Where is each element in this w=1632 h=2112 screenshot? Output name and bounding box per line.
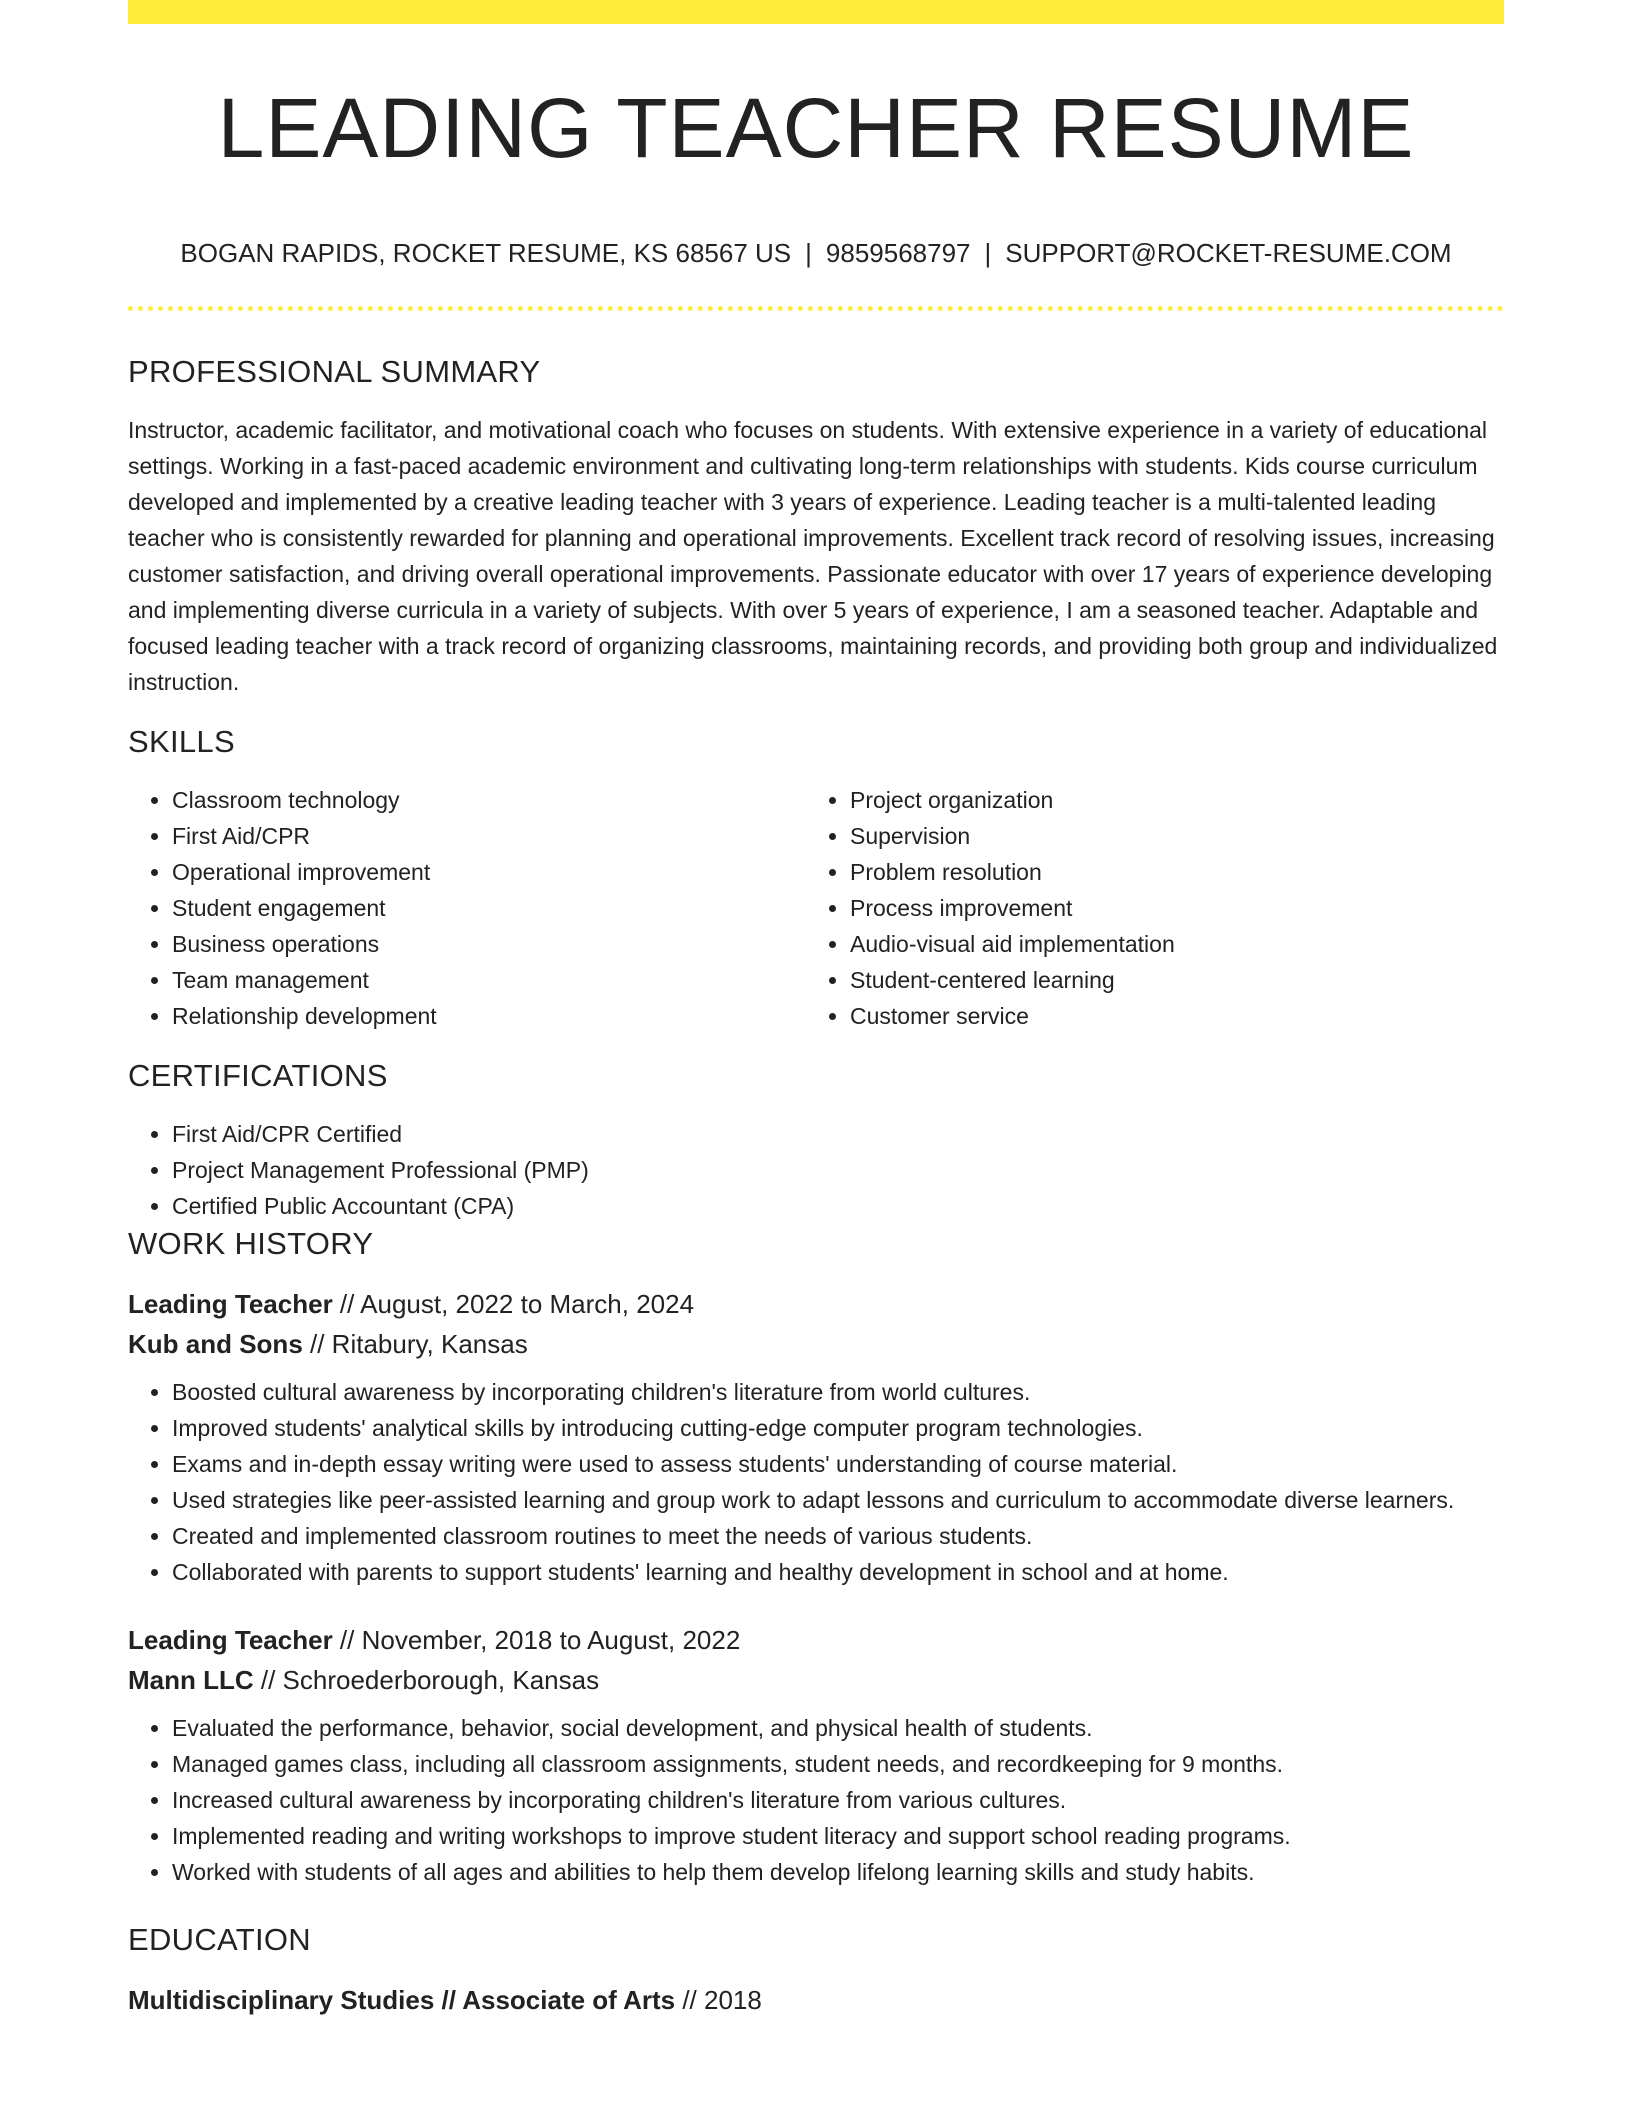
section-title-certifications: CERTIFICATIONS <box>128 1058 388 1093</box>
skills-column-left <box>128 782 806 1034</box>
education-section <box>128 1920 1504 2020</box>
contact-line <box>128 236 1504 270</box>
resume-body <box>128 352 1504 2020</box>
certifications-list <box>128 1116 1504 1224</box>
skill-item: • Problem resolution <box>850 854 1484 890</box>
skill-item: • Operational improvement <box>172 854 806 890</box>
certification-item: • First Aid/CPR Certified <box>172 1116 1504 1152</box>
job-bullets <box>128 1710 1504 1890</box>
job-role-line <box>128 1284 1504 1324</box>
job-bullet: • Managed games class, including all classroom assignments, student needs, and recordkeeping for 9 months. <box>172 1746 1504 1782</box>
skill-item: • Business operations <box>172 926 806 962</box>
certifications-section <box>128 1056 1504 1224</box>
job-bullets <box>128 1374 1504 1590</box>
certification-item: • Project Management Professional (PMP) <box>172 1152 1504 1188</box>
job-company-line <box>128 1324 1504 1364</box>
job-bullet: • Increased cultural awareness by incorporating children's literature from various cultures. <box>172 1782 1504 1818</box>
job-bullet: • Evaluated the performance, behavior, social development, and physical health of students. <box>172 1710 1504 1746</box>
resume-title: LEADING TEACHER RESUME <box>217 81 1415 175</box>
job-bullet: • Implemented reading and writing workshops to improve student literacy and support school reading programs. <box>172 1818 1504 1854</box>
job-location: // Ritabury, Kansas <box>302 1329 528 1359</box>
skills-column-right <box>806 782 1484 1034</box>
job-role-line <box>128 1620 1504 1660</box>
contact-address: BOGAN RAPIDS, ROCKET RESUME, KS 68567 US <box>180 238 792 268</box>
job-bullet: • Exams and in-depth essay writing were used to assess students' understanding of course material. <box>172 1446 1504 1482</box>
work-history-section <box>128 1224 1504 1890</box>
skill-item: • Project organization <box>850 782 1484 818</box>
skill-item: • Customer service <box>850 998 1484 1034</box>
job-bullet: • Created and implemented classroom routines to meet the needs of various students. <box>172 1518 1504 1554</box>
contact-phone[interactable]: 9859568797 <box>825 238 971 268</box>
job-dates: // August, 2022 to March, 2024 <box>332 1289 695 1319</box>
accent-bar <box>128 0 1504 24</box>
contact-separator: | <box>984 238 992 268</box>
job-bullet: • Worked with students of all ages and abilities to help them develop lifelong learning skills and study habits. <box>172 1854 1504 1890</box>
education-line <box>128 1980 1504 2020</box>
job-bullet: • Collaborated with parents to support students' learning and healthy development in school and at home. <box>172 1554 1504 1590</box>
skills-section <box>128 722 1504 1034</box>
job-company-line <box>128 1660 1504 1700</box>
section-title-work-history: WORK HISTORY <box>128 1226 374 1261</box>
job-entry <box>128 1620 1504 1890</box>
education-field: Multidisciplinary Studies <box>128 1985 435 2015</box>
section-title-education: EDUCATION <box>128 1922 311 1957</box>
section-title-summary: PROFESSIONAL SUMMARY <box>128 354 541 389</box>
skill-item: • First Aid/CPR <box>172 818 806 854</box>
skill-item: • Team management <box>172 962 806 998</box>
job-role: Leading Teacher <box>128 1625 333 1655</box>
skill-item: • Student-centered learning <box>850 962 1484 998</box>
education-degree: Associate of Arts <box>462 1985 676 2015</box>
section-title-skills: SKILLS <box>128 724 235 759</box>
job-entry <box>128 1284 1504 1590</box>
job-company: Mann LLC <box>128 1665 254 1695</box>
skills-columns <box>128 782 1504 1034</box>
skill-item: • Relationship development <box>172 998 806 1034</box>
summary-section <box>128 352 1504 700</box>
education-year: // 2018 <box>675 1985 762 2015</box>
job-bullet: • Used strategies like peer-assisted learning and group work to adapt lessons and curriculum to accommodate diverse learners. <box>172 1482 1504 1518</box>
skill-item: • Student engagement <box>172 890 806 926</box>
job-bullet: • Boosted cultural awareness by incorporating children's literature from world cultures. <box>172 1374 1504 1410</box>
contact-email[interactable]: SUPPORT@ROCKET-RESUME.COM <box>1005 238 1452 268</box>
job-bullet: • Improved students' analytical skills by introducing cutting-edge computer program technologies. <box>172 1410 1504 1446</box>
job-dates: // November, 2018 to August, 2022 <box>332 1625 741 1655</box>
contact-separator: | <box>805 238 812 268</box>
job-location: // Schroederborough, Kansas <box>253 1665 600 1695</box>
job-company: Kub and Sons <box>128 1329 303 1359</box>
summary-text: Instructor, academic facilitator, and motivational coach who focuses on students. With extensive experience in a variety of educational settings. Working in a fast-paced academic environment and cultivating long-term relationships with students. Kids course curriculum developed and implemented by a creative leading teacher with 3 years of experience. Leading teacher is a multi-talented leading teacher who is consistently rewarded for planning and operational improvements. Excellent track record of resolving issues, increasing customer satisfaction, and driving overall operational improvements. Passionate educator with over 17 years of experience developing and implementing diverse curricula in a variety of subjects. With over 5 years of experience, I am a seasoned teacher. Adaptable and focused leading teacher with a track record of organizing classrooms, maintaining records, and providing both group and individualized instruction. <box>128 417 1498 695</box>
skill-item: • Classroom technology <box>172 782 806 818</box>
certification-item: • Certified Public Accountant (CPA) <box>172 1188 1504 1224</box>
skill-item: • Audio-visual aid implementation <box>850 926 1484 962</box>
skill-item: • Process improvement <box>850 890 1484 926</box>
job-role: Leading Teacher <box>128 1289 333 1319</box>
skill-item: • Supervision <box>850 818 1484 854</box>
dotted-divider <box>128 306 1504 311</box>
education-separator: // <box>434 1985 463 2015</box>
